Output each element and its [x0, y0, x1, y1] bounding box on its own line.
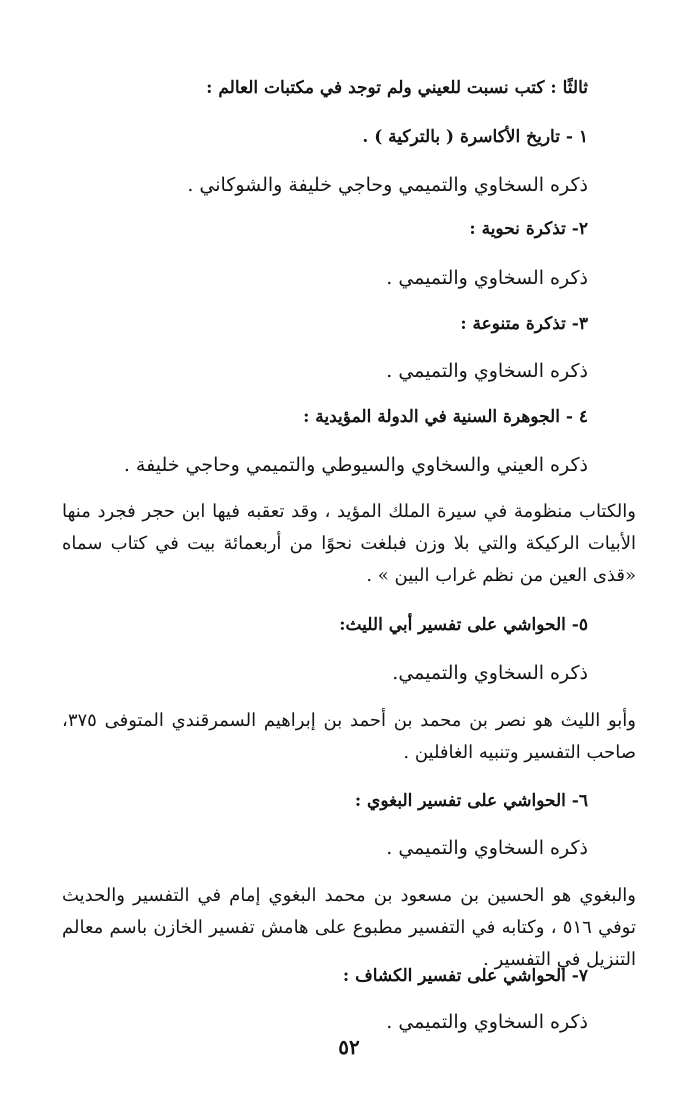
item-heading-2: ٢- تذكرة نحوية :	[469, 219, 588, 239]
item-note-5: وأبو الليث هو نصر بن محمد بن أحمد بن إبراهيم السمرقندي المتوفى ٣٧٥، صاحب التفسير وتنبيه الغافلين .	[62, 710, 636, 763]
item-heading-5: ٥- الحواشي على تفسير أبي الليث:	[339, 615, 588, 635]
item-mention-2: ذكره السخاوي والتميمي .	[386, 267, 588, 289]
page-number: ٥٢	[338, 1035, 360, 1059]
section-title: ثالثًا : كتب نسبت للعيني ولم توجد في مكتبات العالم :	[206, 78, 588, 98]
item-mention-7: ذكره السخاوي والتميمي .	[386, 1011, 588, 1033]
item-heading-4: ٤ - الجوهرة السنية في الدولة المؤيدية :	[303, 407, 588, 427]
item-mention-1: ذكره السخاوي والتميمي وحاجي خليفة والشوكاني .	[187, 174, 588, 196]
item-mention-3: ذكره السخاوي والتميمي .	[386, 360, 588, 382]
item-note-6: والبغوي هو الحسين بن مسعود بن محمد البغوي إمام في التفسير والحديث توفي ٥١٦ ، وكتابه في التفسير مطبوع على هامش تفسير الخازن باسم معالم التنزيل في التفسير .	[62, 885, 636, 970]
item-mention-6: ذكره السخاوي والتميمي .	[386, 837, 588, 859]
item-heading-7: ٧- الحواشي على تفسير الكشاف :	[342, 966, 588, 986]
item-heading-6: ٦- الحواشي على تفسير البغوي :	[354, 791, 588, 811]
item-heading-3: ٣- تذكرة متنوعة :	[460, 314, 588, 334]
item-mention-4: ذكره العيني والسخاوي والسيوطي والتميمي وحاجي خليفة .	[123, 454, 588, 476]
item-note-4: والكتاب منظومة في سيرة الملك المؤيد ، وقد تعقبه فيها ابن حجر فجرد منها الأبيات الركيكة والتي بلا وزن فبلغت نحوًا من أربعمائة بيت في كتاب سماه «قذى العين من نظم غراب البين » .	[62, 501, 636, 586]
item-mention-5: ذكره السخاوي والتميمي.	[392, 662, 588, 684]
item-heading-1: ١ - تاريخ الأكاسرة ( بالتركية ) .	[362, 127, 588, 147]
